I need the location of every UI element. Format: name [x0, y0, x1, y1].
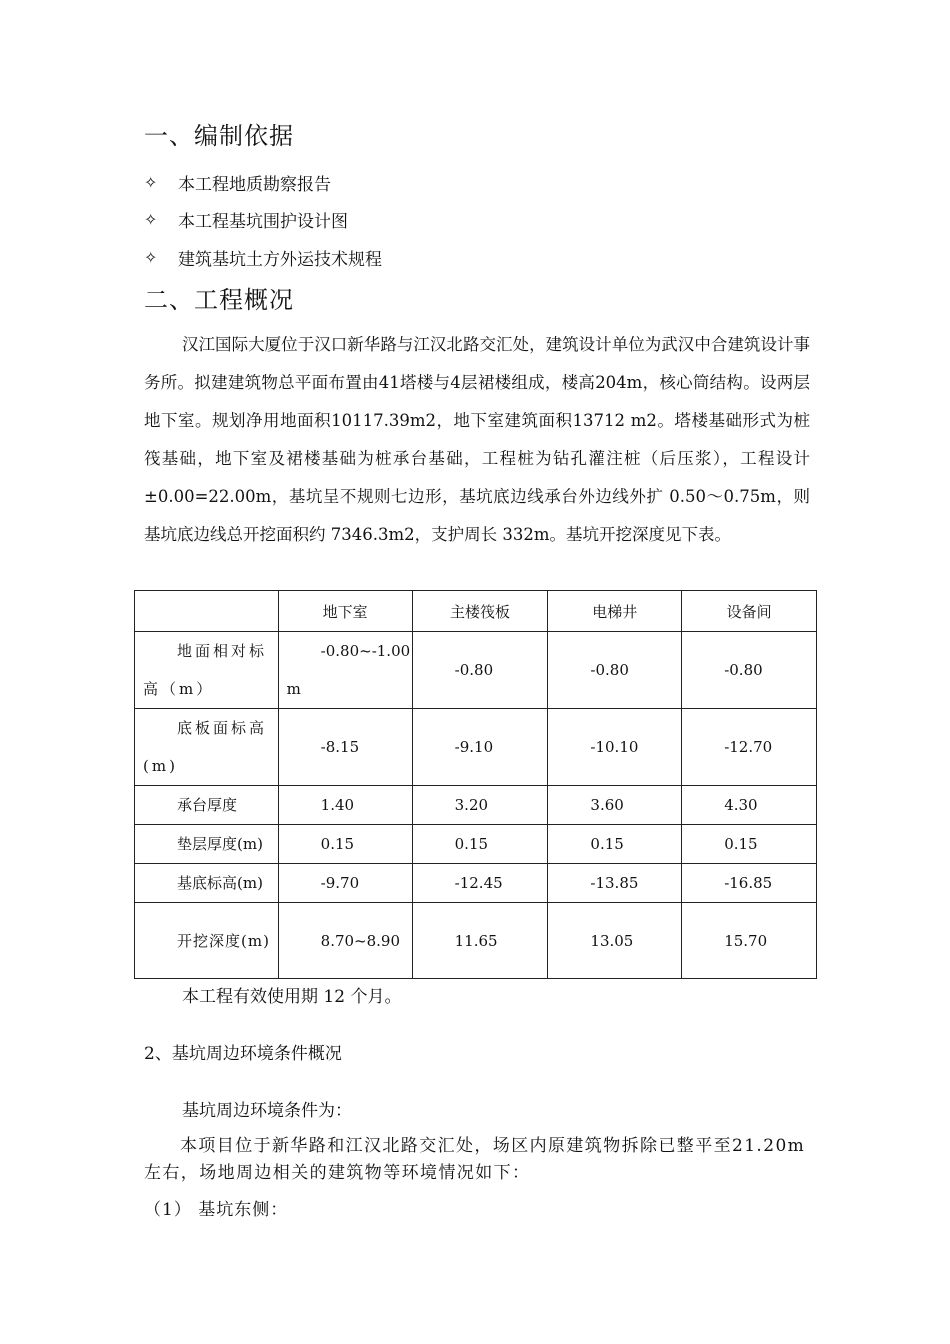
- table-row: [135, 709, 817, 786]
- table-cell: -9.70: [278, 864, 412, 903]
- table-cell: -12.45: [412, 864, 548, 903]
- surroundings-paragraph: 本项目位于新华路和江汉北路交汇处，场区内原建筑物拆除已整平至21.20m左右，场地周边相关的建筑物等环境情况如下：: [144, 1136, 806, 1183]
- bullet-item: [144, 170, 331, 195]
- table-header-cell: 设备间: [682, 591, 817, 632]
- table-cell: 0.15: [412, 825, 548, 864]
- row-label: 承台厚度: [135, 786, 279, 825]
- table-header-cell: 电梯井: [548, 591, 682, 632]
- table-cell: -0.80: [412, 632, 548, 709]
- row-label: 基底标高(m): [135, 864, 279, 903]
- excavation-depth-table: [134, 590, 817, 979]
- table-header-cell: 地下室: [278, 591, 412, 632]
- table-row: [135, 903, 817, 979]
- table-cell: -0.80: [548, 632, 682, 709]
- table-cell: -13.85: [548, 864, 682, 903]
- row-label: 开挖深度(m): [135, 903, 279, 979]
- table-cell: -0.80~-1.00 m: [278, 632, 412, 709]
- table-header-row: [135, 591, 817, 632]
- table-cell: -0.80: [682, 632, 817, 709]
- table-row: [135, 786, 817, 825]
- table-cell: -9.10: [412, 709, 548, 786]
- row-label: 底板面标高(m): [135, 709, 279, 786]
- subsection-heading-surroundings: 2、基坑周边环境条件概况: [144, 1044, 342, 1064]
- section-heading-overview: 二、工程概况: [144, 286, 294, 314]
- east-side-item: （1） 基坑东侧：: [144, 1200, 289, 1220]
- table-header-cell: [135, 591, 279, 632]
- table-cell: 3.60: [548, 786, 682, 825]
- table-cell: -12.70: [682, 709, 817, 786]
- bullet-text: 本工程地质勘察报告: [178, 175, 331, 195]
- table-header-cell: 主楼筏板: [412, 591, 548, 632]
- table-cell: -10.10: [548, 709, 682, 786]
- bullet-text: 本工程基坑围护设计图: [178, 212, 348, 232]
- section-heading-basis: 一、编制依据: [144, 122, 294, 150]
- table-cell: 11.65: [412, 903, 548, 979]
- table-cell: 15.70: [682, 903, 817, 979]
- table-cell: 0.15: [548, 825, 682, 864]
- surroundings-intro: 基坑周边环境条件为：: [182, 1101, 352, 1121]
- table-cell: 8.70~8.90: [278, 903, 412, 979]
- row-label: 地面相对标高（m）: [135, 632, 279, 709]
- table-cell: 13.05: [548, 903, 682, 979]
- table-cell: -8.15: [278, 709, 412, 786]
- table-cell: 3.20: [412, 786, 548, 825]
- table-cell: 0.15: [682, 825, 817, 864]
- diamond-bullet-icon: ✧: [144, 173, 158, 192]
- bullet-item: [144, 245, 382, 270]
- table-cell: 4.30: [682, 786, 817, 825]
- table-cell: -16.85: [682, 864, 817, 903]
- validity-note: 本工程有效使用期 12 个月。: [182, 987, 402, 1007]
- table-row: [135, 632, 817, 709]
- table-cell: 0.15: [278, 825, 412, 864]
- project-overview-paragraph: 汉江国际大厦位于汉口新华路与江汉北路交汇处，建筑设计单位为武汉中合建筑设计事务所。拟建建筑物总平面布置由41塔楼与4层裙楼组成，楼高204m，核心筒结构。设两层地下室。规划净用地面积10117.39m2，地下室建筑面积13712 m2。塔楼基础形式为桩筏基础，地下室及裙楼基础为桩承台基础，工程桩为钻孔灌注桩（后压浆），工程设计±0.00=22.00m，基坑呈不规则七边形，基坑底边线承台外边线外扩 0.50～0.75m，则基坑底边线总开挖面积约 7346.3m2，支护周长 332m。基坑开挖深度见下表。: [144, 335, 810, 544]
- table-row: [135, 864, 817, 903]
- table-row: [135, 825, 817, 864]
- table-cell: 1.40: [278, 786, 412, 825]
- bullet-item: [144, 207, 348, 232]
- diamond-bullet-icon: ✧: [144, 248, 158, 267]
- row-label: 垫层厚度(m): [135, 825, 279, 864]
- diamond-bullet-icon: ✧: [144, 210, 158, 229]
- bullet-text: 建筑基坑土方外运技术规程: [178, 250, 382, 270]
